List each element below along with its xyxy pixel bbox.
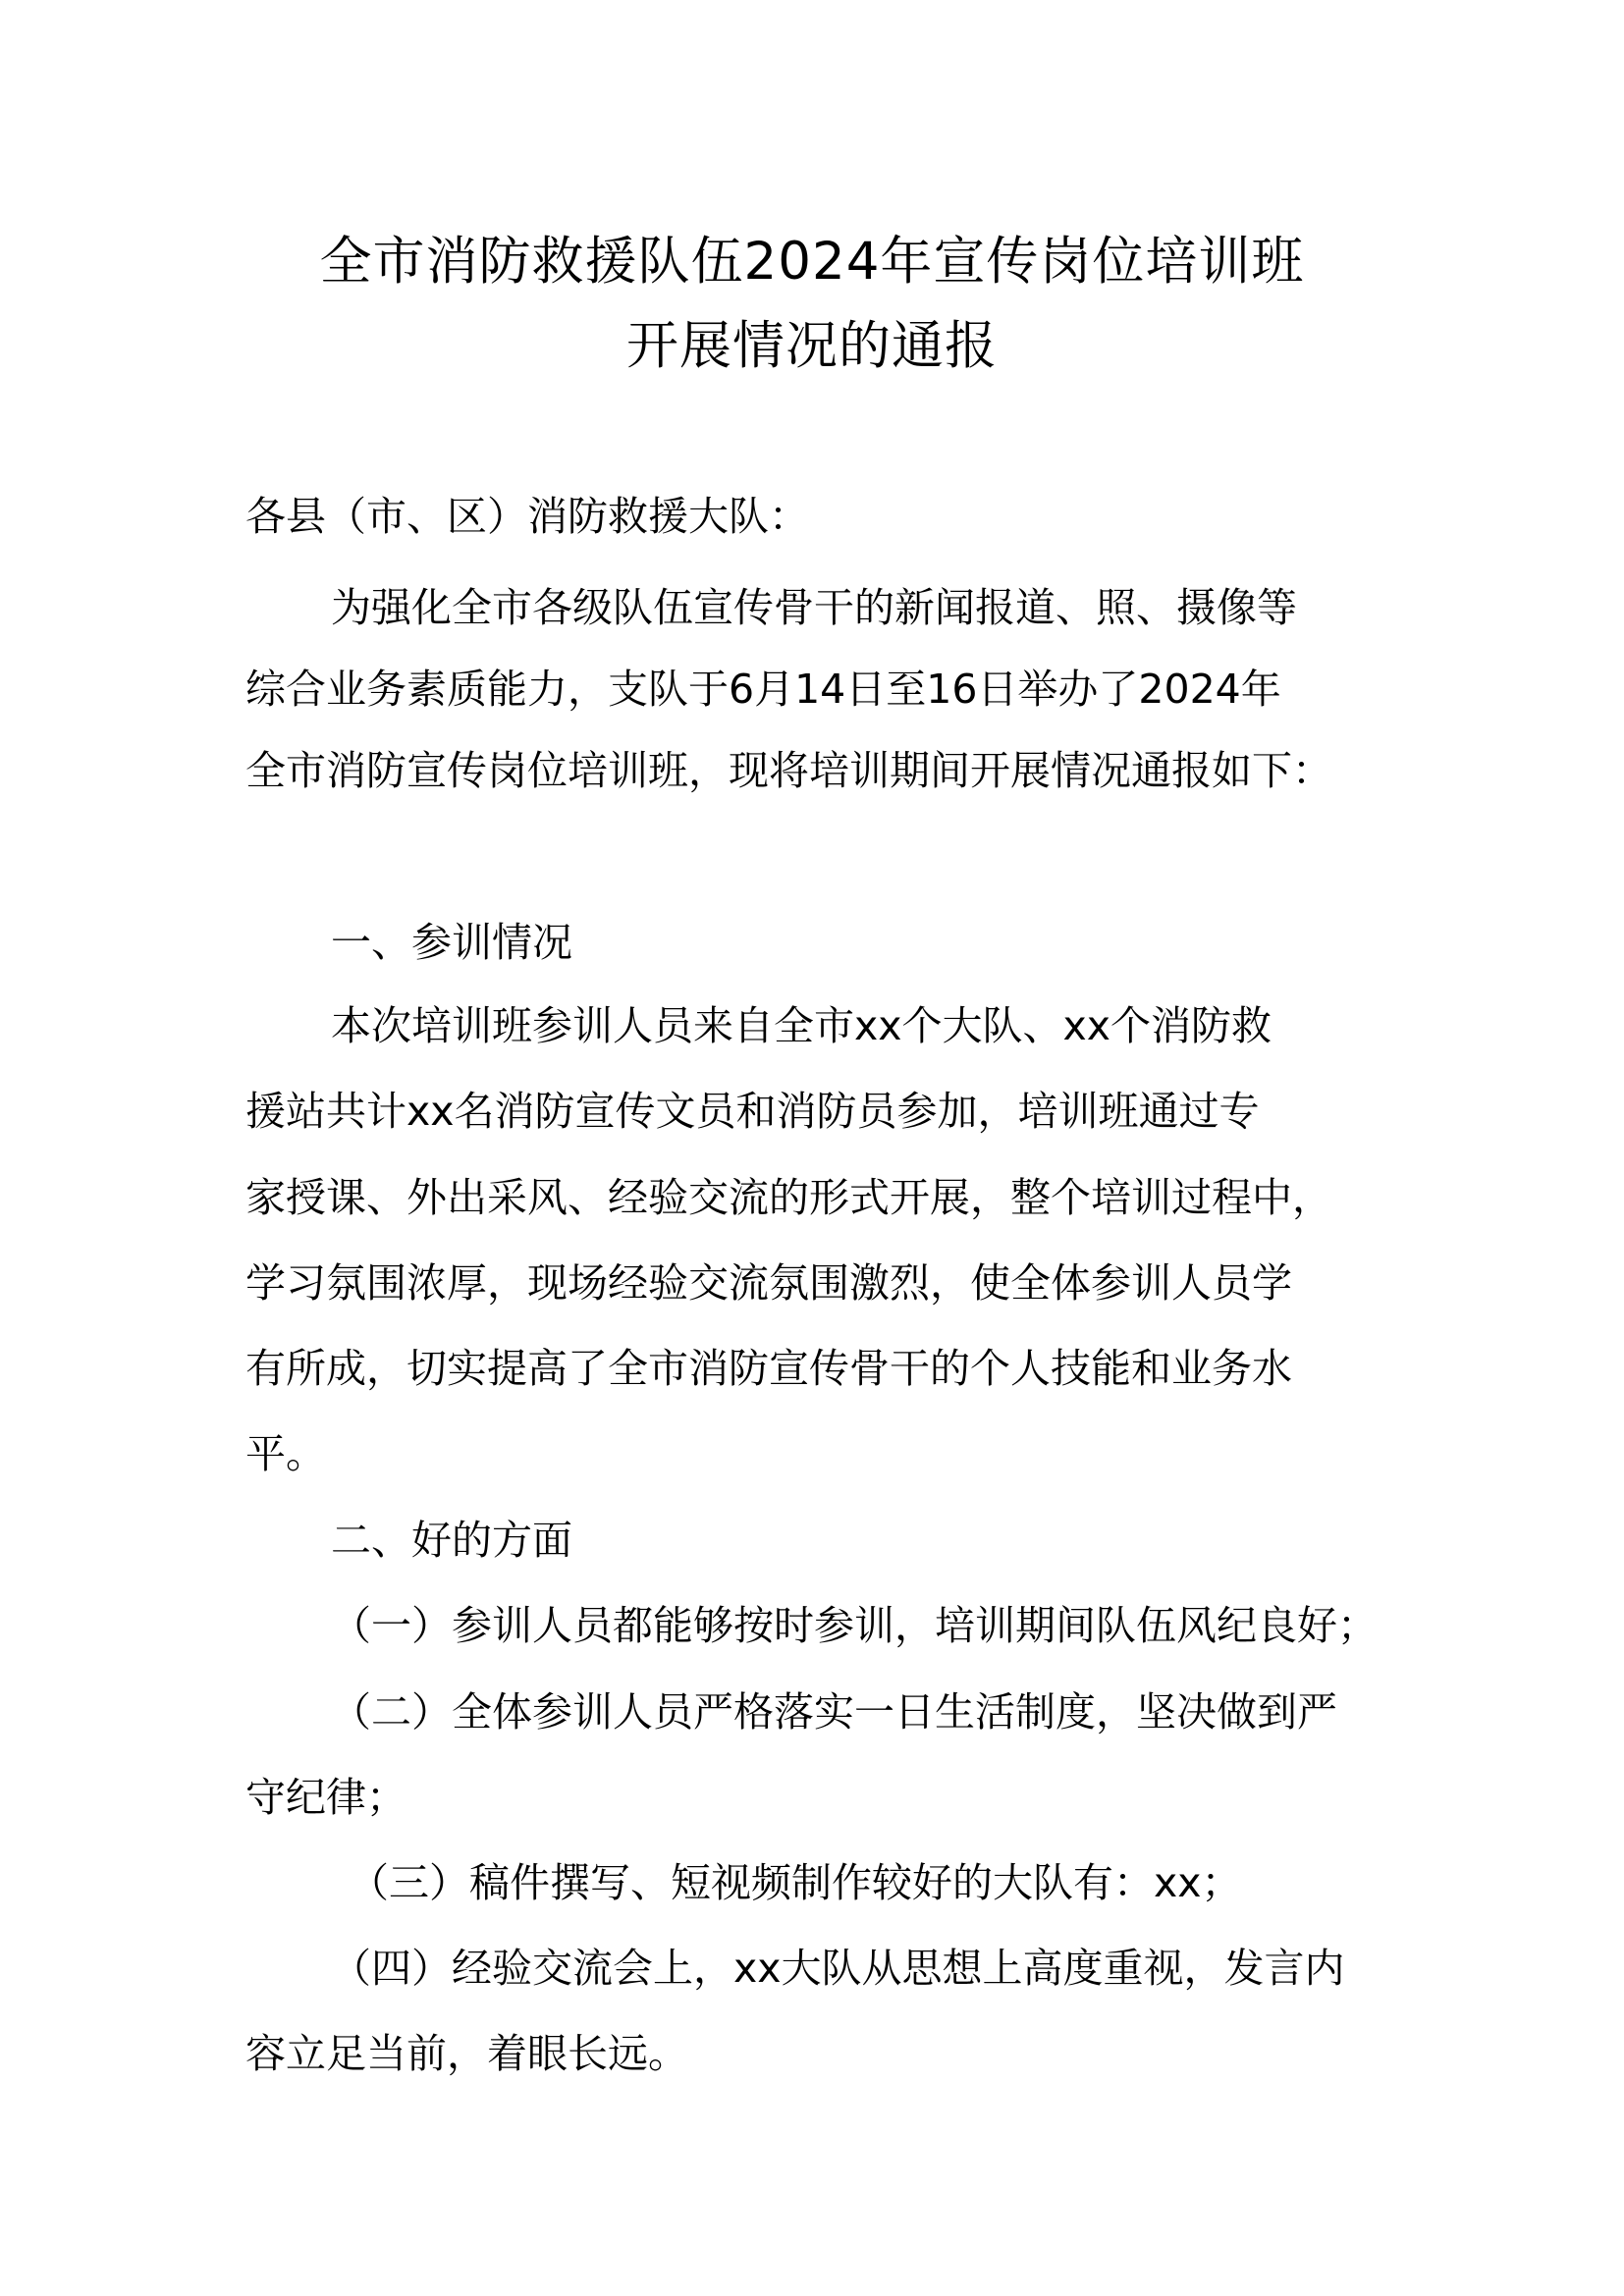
salutation: 各县（市、区）消防救援大队： (245, 493, 809, 540)
section-1-line-6: 平。 (245, 1430, 326, 1477)
section-1-heading: 一、参训情况 (331, 919, 572, 966)
section-1-line-1: 本次培训班参训人员来自全市xx个大队、xx个消防救 (331, 1002, 1272, 1049)
section-2-item-3: （三）稿件撰写、短视频制作较好的大队有：xx； (349, 1859, 1242, 1906)
section-2-item-4-line-2: 容立足当前，着眼长远。 (245, 2030, 688, 2077)
intro-line-2: 综合业务素质能力，支队于6月14日至16日举办了2024年 (245, 666, 1281, 713)
section-1-line-2: 援站共计xx名消防宣传文员和消防员参加，培训班通过专 (245, 1088, 1260, 1135)
intro-line-3: 全市消防宣传岗位培训班，现将培训期间开展情况通报如下： (245, 747, 1332, 794)
section-1-line-4: 学习氛围浓厚，现场经验交流氛围激烈，使全体参训人员学 (245, 1259, 1292, 1307)
document-title-line-2: 开展情况的通报 (626, 316, 998, 376)
section-2-heading: 二、好的方面 (331, 1517, 572, 1564)
section-2-item-1: （一）参训人员都能够按时参训，培训期间队伍风纪良好； (331, 1602, 1378, 1649)
document-title-line-1: 全市消防救援队伍2024年宣传岗位培训班 (319, 232, 1305, 292)
section-2-item-2-line-1: （二）全体参训人员严格落实一日生活制度，坚决做到严 (331, 1688, 1337, 1735)
section-2-item-4-line-1: （四）经验交流会上，xx大队从思想上高度重视，发言内 (331, 1945, 1345, 1992)
intro-line-1: 为强化全市各级队伍宣传骨干的新闻报道、照、摄像等 (331, 584, 1297, 631)
section-1-line-3: 家授课、外出采风、经验交流的形式开展，整个培训过程中， (245, 1174, 1332, 1221)
section-2-item-2-line-2: 守纪律； (245, 1774, 406, 1821)
section-1-line-5: 有所成，切实提高了全市消防宣传骨干的个人技能和业务水 (245, 1345, 1292, 1392)
